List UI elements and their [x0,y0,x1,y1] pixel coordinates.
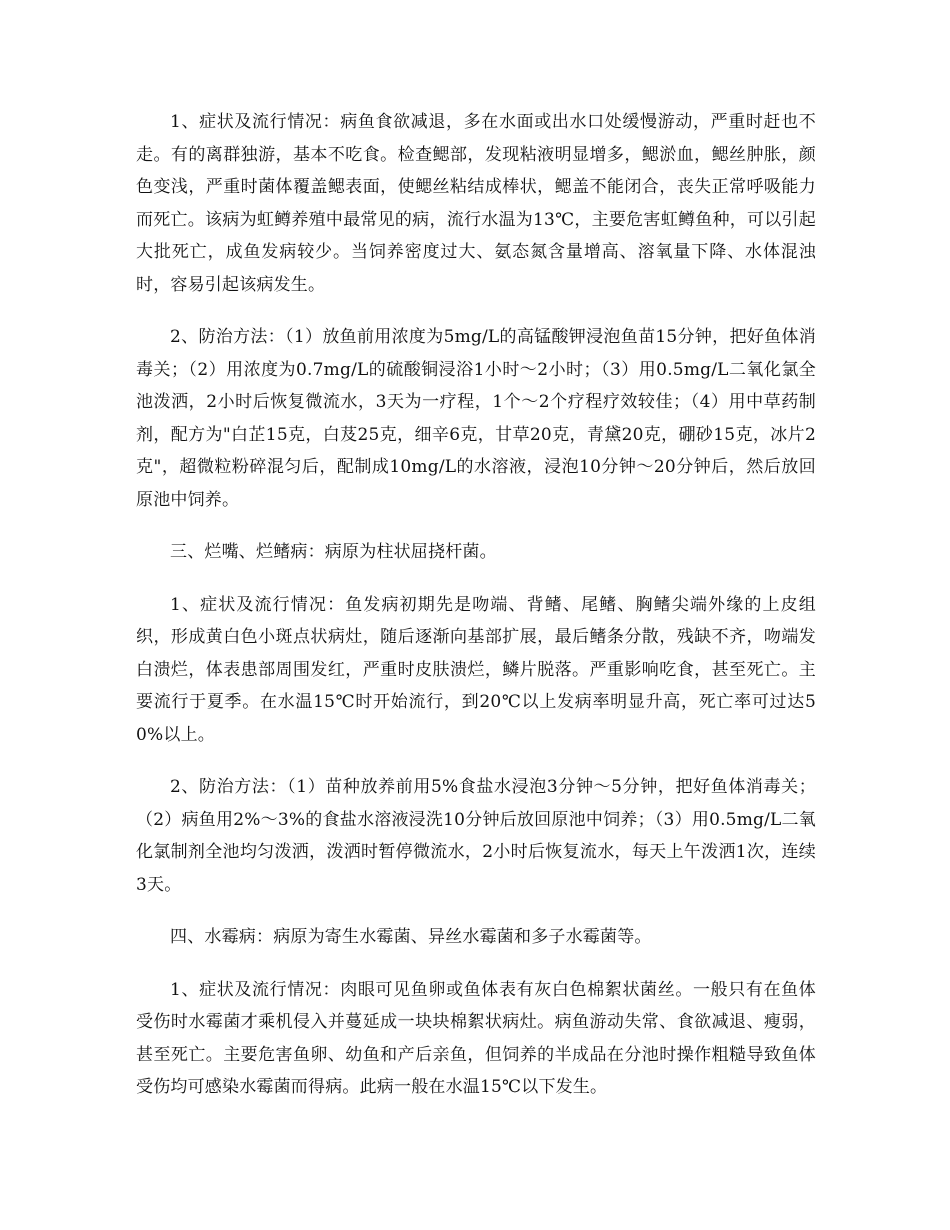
paragraph-symptoms-mouth-fin-rot: 1、症状及流行情况：鱼发病初期先是吻端、背鳍、尾鳍、胸鳍尖端外缘的上皮组织，形成黄白色小斑点状病灶，随后逐渐向基部扩展，最后鳍条分散，残缺不齐，吻端发白溃烂，体表患部周围发红，严重时皮肤溃烂，鳞片脱落。严重影响吃食，甚至死亡。主要流行于夏季。在水温15℃时开始流行，到20℃以上发病率明显升高，死亡率可过达50%以上。 [136,594,816,745]
section-heading-mouth-fin-rot: 三、烂嘴、烂鳍病：病原为柱状屈挠杆菌。 [170,542,497,562]
paragraph-symptoms-water-mold: 1、症状及流行情况：肉眼可见鱼卵或鱼体表有灰白色棉絮状菌丝。一般只有在鱼体受伤时水霉菌才乘机侵入并蔓延成一块块棉絮状病灶。病鱼游动失常、食欲减退、瘦弱，甚至死亡。主要危害鱼卵、幼鱼和产后亲鱼，但饲养的半成品在分池时操作粗糙导致鱼体受伤均可感染水霉菌而得病。此病一般在水温15℃以下发生。 [136,979,816,1097]
paragraph-treatment-gill-disease: 2、防治方法：（1）放鱼前用浓度为5mg/L的高锰酸钾浸泡鱼苗15分钟，把好鱼体消毒关；（2）用浓度为0.7mg/L的硫酸铜浸浴1小时～2小时；（3）用0.5mg/L二氧化氯全池泼洒，2小时后恢复微流水，3天为一疗程，1个～2个疗程疗效较佳；（4）用中草药制剂，配方为"白芷15克，白芨25克，细辛6克，甘草20克，青黛20克，硼砂15克，冰片2克"，超微粒粉碎混匀后，配制成10mg/L的水溶液，浸泡10分钟～20分钟后，然后放回原池中饲养。 [136,327,816,510]
paragraph-treatment-mouth-fin-rot: 2、防治方法：（1）苗种放养前用5%食盐水浸泡3分钟～5分钟，把好鱼体消毒关；（2）病鱼用2%～3%的食盐水溶液浸洗10分钟后放回原池中饲养；（3）用0.5mg/L二氧化氯制剂全池均匀泼洒，泼洒时暂停微流水，2小时后恢复流水，每天上午泼洒1次，连续3天。 [136,777,816,895]
paragraph-symptoms-gill-disease: 1、症状及流行情况：病鱼食欲减退，多在水面或出水口处缓慢游动，严重时赶也不走。有的离群独游，基本不吃食。检查鳃部，发现粘液明显增多，鳃淤血，鳃丝肿胀，颜色变浅，严重时菌体覆盖鳃表面，使鳃丝粘结成棒状，鳃盖不能闭合，丧失正常呼吸能力而死亡。该病为虹鳟养殖中最常见的病，流行水温为13℃，主要危害虹鳟鱼种，可以引起大批死亡，成鱼发病较少。当饲养密度过大、氨态氮含量增高、溶氧量下降、水体混浊时，容易引起该病发生。 [136,112,816,295]
document-body [136,106,816,1124]
section-heading-water-mold: 四、水霉病：病原为寄生水霉菌、异丝水霉菌和多子水霉菌等。 [170,927,652,947]
